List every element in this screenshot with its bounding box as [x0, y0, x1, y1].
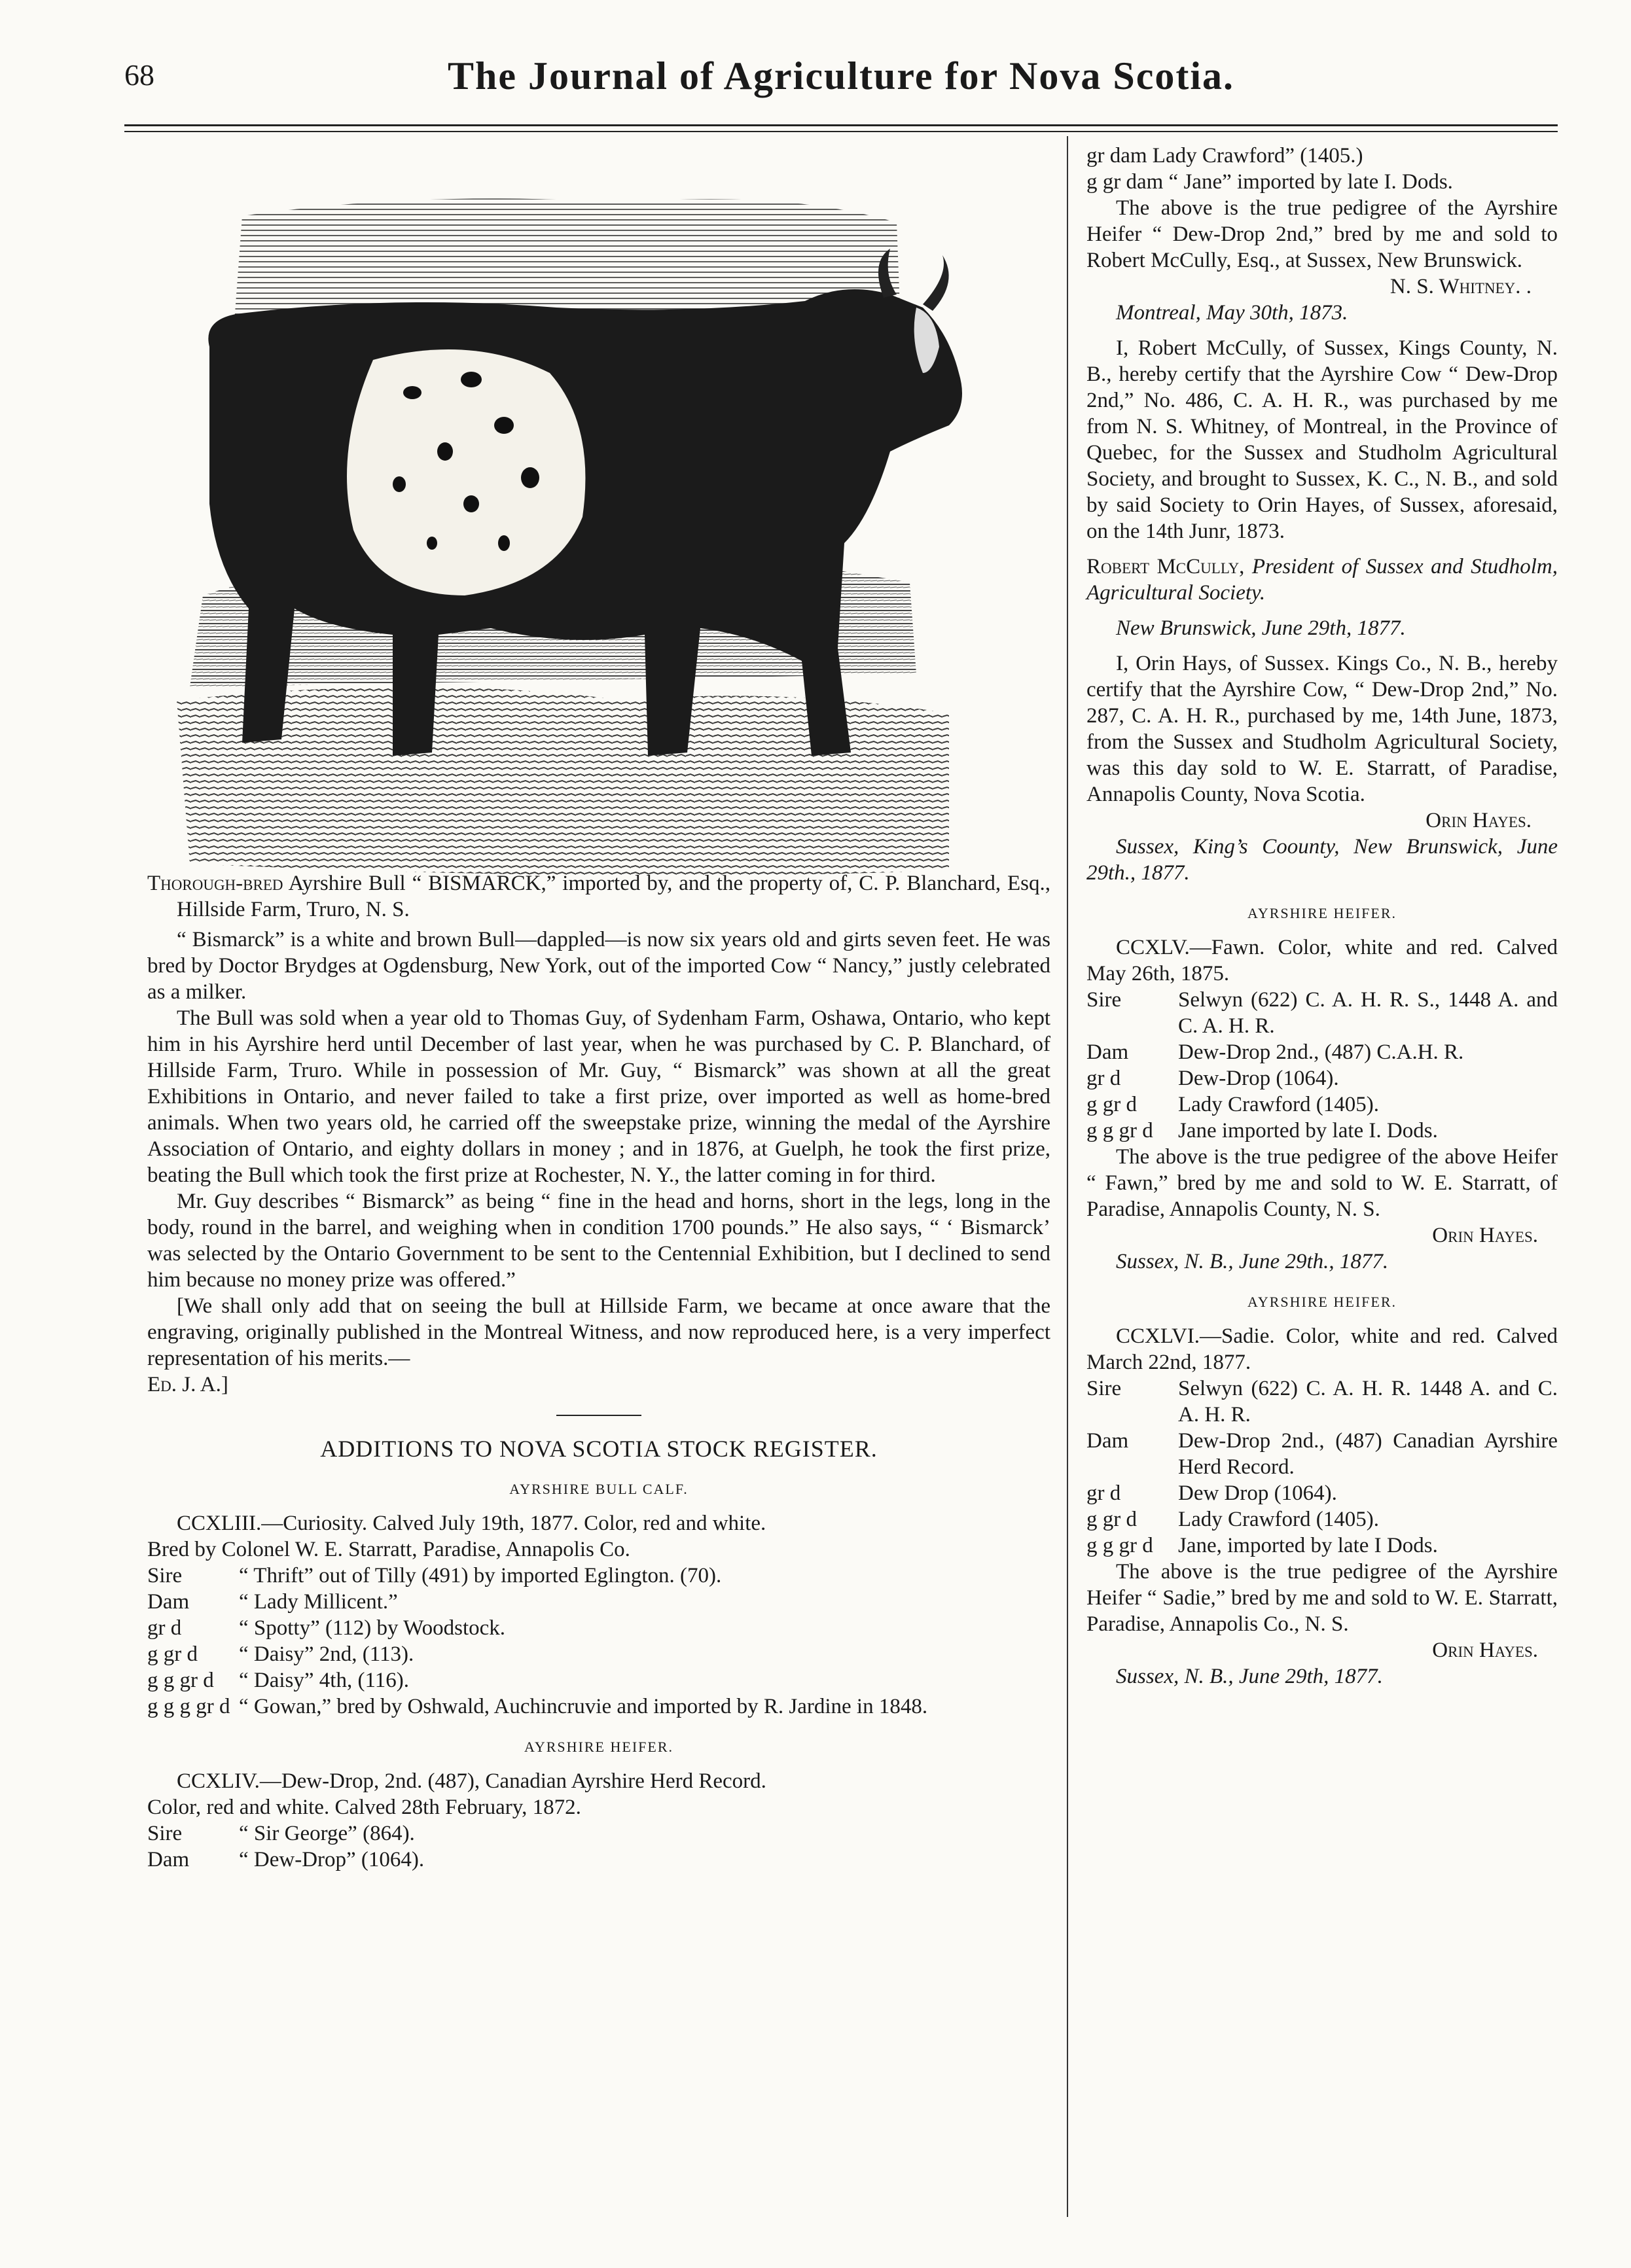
pedigree-key: Sire: [147, 1564, 183, 1587]
signature: Orin Hayes.: [1425, 809, 1532, 832]
figure-caption: [147, 870, 1050, 923]
certificate: The above is the true pedigree of the Ayrshire Heifer “ Dew-Drop 2nd,” bred by me and sold to Robert McCully, Esq., at Sussex, New Brunswick.: [1086, 196, 1558, 272]
page-number: 68: [124, 58, 154, 92]
header-rule-thin: [124, 131, 1558, 132]
signature: Orin Hayes.: [1432, 1639, 1538, 1662]
editor-signature: Ed. J. A.]: [147, 1373, 228, 1396]
pedigree-row: [147, 1820, 1050, 1847]
column-divider: [1067, 136, 1068, 2217]
pedigree-value: Jane, imported by late I Dods.: [1178, 1534, 1438, 1557]
certificate: I, Orin Hays, of Sussex. Kings Co., N. B., hereby certify that the Ayrshire Cow, “ Dew-Drop 2nd,” No. 287, C. A. H. R., purchased by me, 14th June, 1873, from the Sussex and Studholm Agricultural Society, was this day sold to W. E. Starratt, of Paradise, Annapolis County, Nova Scotia.: [1086, 652, 1558, 806]
entry-line: CCXLV.—Fawn. Color, white and red. Calved May 26th, 1875.: [1086, 936, 1558, 985]
place-date: Sussex, N. B., June 29th, 1877.: [1116, 1665, 1383, 1688]
pedigree-value: “ Lady Millicent.”: [239, 1590, 398, 1614]
pedigree-value: Dew-Drop 2nd., (487) C.A.H. R.: [1178, 1040, 1464, 1064]
pedigree-value: “ Daisy” 4th, (116).: [239, 1669, 409, 1692]
page-header: [124, 54, 1558, 103]
pedigree-value: “ Gowan,” bred by Oshwald, Auchincruvie and imported by R. Jardine in 1848.: [239, 1695, 928, 1718]
bull-engraving: [164, 177, 1054, 883]
signature: Orin Hayes.: [1432, 1224, 1538, 1247]
paragraph: “ Bismarck” is a white and brown Bull—dappled—is now six years old and girts seven feet. He was bred by Doctor Brydges at Ogdensburg, New York, out of the imported Cow “ Nancy,” justly celebrated as a milker.: [147, 928, 1050, 1004]
spacer: [1086, 326, 1558, 335]
pedigree-row: [147, 1615, 1050, 1641]
pedigree-key: Sire: [1086, 988, 1122, 1012]
pedigree-row: [1086, 1533, 1558, 1559]
pedigree-key: g gr d: [1086, 1093, 1137, 1116]
place-date: New Brunswick, June 29th, 1877.: [1116, 616, 1406, 640]
right-column: [1086, 143, 1558, 1690]
pedigree-key: g g gr d: [1086, 1119, 1153, 1143]
spacer: [1086, 606, 1558, 615]
pedigree-value: “ Dew-Drop” (1064).: [239, 1848, 425, 1871]
entry-subhead: AYRSHIRE HEIFER.: [524, 1739, 673, 1755]
pedigree-value: “ Sir George” (864).: [239, 1822, 415, 1845]
section-rule: [556, 1415, 641, 1416]
continued-line: g gr dam “ Jane” imported by late I. Dods.: [1086, 170, 1453, 194]
certificate: The above is the true pedigree of the Ayrshire Heifer “ Sadie,” bred by me and sold to W. E. Starratt, Paradise, Annapolis Co., N. S.: [1086, 1560, 1558, 1636]
left-column: [147, 870, 1050, 1873]
pedigree-key: g g g gr d: [147, 1695, 230, 1718]
pedigree-key: Dam: [147, 1848, 190, 1871]
header-rule: [124, 124, 1558, 126]
signature-block: [1086, 554, 1558, 606]
pedigree-row: [1086, 1428, 1558, 1480]
pedigree-key: Sire: [1086, 1377, 1122, 1400]
pedigree-row: [147, 1563, 1050, 1589]
pedigree-row: [147, 1667, 1050, 1693]
masthead: The Journal of Agriculture for Nova Scotia.: [447, 54, 1235, 97]
section-title: ADDITIONS TO NOVA SCOTIA STOCK REGISTER.: [320, 1436, 878, 1462]
pedigree-row: [147, 1693, 1050, 1720]
pedigree-value: Dew-Drop (1064).: [1178, 1067, 1339, 1090]
pedigree-row: [1086, 1118, 1558, 1144]
pedigree-value: “ Spotty” (112) by Woodstock.: [239, 1616, 506, 1640]
pedigree-key: g gr d: [1086, 1508, 1137, 1531]
pedigree-row: [147, 1641, 1050, 1667]
entry-line: CCXLVI.—Sadie. Color, white and red. Calved March 22nd, 1877.: [1086, 1324, 1558, 1374]
continued-line: gr dam Lady Crawford” (1405.): [1086, 144, 1363, 168]
bull-horn-right: [923, 255, 949, 311]
spacer: [1086, 544, 1558, 554]
pedigree-row: [1086, 1506, 1558, 1533]
place-date: Sussex, N. B., June 29th., 1877.: [1116, 1250, 1389, 1273]
pedigree-value: Lady Crawford (1405).: [1178, 1093, 1379, 1116]
pedigree-value: Dew-Drop 2nd., (487) Canadian Ayrshire Herd Record.: [1178, 1429, 1558, 1479]
pedigree-value: Dew Drop (1064).: [1178, 1481, 1337, 1505]
pedigree-row: [1086, 1480, 1558, 1506]
signature-title: President of Sussex and Studholm, Agricultural Society.: [1086, 555, 1558, 605]
pedigree-row: [1086, 1039, 1558, 1065]
pedigree-row: [1086, 1375, 1558, 1428]
pedigree-row: [1086, 1065, 1558, 1091]
pedigree-key: g g gr d: [1086, 1534, 1153, 1557]
pedigree-value: Selwyn (622) C. A. H. R. S., 1448 A. and C. A. H. R.: [1178, 988, 1558, 1038]
entry-line: Bred by Colonel W. E. Starratt, Paradise, Annapolis Co.: [147, 1538, 630, 1561]
paragraph: [We shall only add that on seeing the bull at Hillside Farm, we became at once aware that the engraving, originally published in the Montreal Witness, and now reproduced here, is a very imperfect representation of his merits.—: [147, 1294, 1050, 1370]
caption-lead: Thorough-bred: [147, 872, 283, 895]
pedigree-row: [147, 1847, 1050, 1873]
caption-text: Ayrshire Bull “ BISMARCK,” imported by, and the property of, C. P. Blanchard, Esq., Hillside Farm, Truro, N. S.: [177, 872, 1050, 921]
pedigree-key: Sire: [147, 1822, 183, 1845]
pedigree-key: gr d: [147, 1616, 182, 1640]
pedigree-value: Jane imported by late I. Dods.: [1178, 1119, 1438, 1143]
certificate: I, Robert McCully, of Sussex, Kings County, N. B., hereby certify that the Ayrshire Cow “ Dew-Drop 2nd,” No. 486, C. A. H. R., was purchased by me from N. S. Whitney, of Montreal, in the Province of Quebec, for the Sussex and Studholm Agricultural Society, and brought to Sussex, K. C., N. B., and sold by said Society to Orin Hayes, of Sussex, aforesaid, on the 14th Junr, 1873.: [1086, 336, 1558, 543]
entry-subhead: AYRSHIRE HEIFER.: [1247, 1294, 1397, 1310]
place-date: Montreal, May 30th, 1873.: [1116, 301, 1348, 325]
pedigree-value: “ Thrift” out of Tilly (491) by imported Eglington. (70).: [239, 1564, 722, 1587]
pedigree-row: [147, 1589, 1050, 1615]
entry-line: CCXLIII.—Curiosity. Calved July 19th, 1877. Color, red and white.: [177, 1512, 766, 1535]
pedigree-key: gr d: [1086, 1481, 1121, 1505]
paragraph: The Bull was sold when a year old to Thomas Guy, of Sydenham Farm, Oshawa, Ontario, who kept him in his Ayrshire herd until December of last year, when he was purchased by C. P. Blanchard, of Hillside Farm, Truro. While in possession of Mr. Guy, “ Bismarck” was shown at all the great Exhibitions in Ontario, and never failed to take a first prize, over imported as well as home-bred animals. When two years old, he carried off the sweepstake prize, winning the medal of the Ayrshire Association of Ontario, and eighty dollars in money ; and in 1876, at Guelph, he took the first prize, beating the Bull which took the first prize at Rochester, N. Y., the latter coming in for third.: [147, 1006, 1050, 1187]
pedigree-row: [1086, 1091, 1558, 1118]
bull-body: [208, 289, 962, 756]
entry-line: Color, red and white. Calved 28th February, 1872.: [147, 1796, 581, 1819]
pedigree-key: Dam: [147, 1590, 190, 1614]
signature-name: Robert McCully,: [1086, 555, 1245, 578]
pedigree-key: g gr d: [147, 1642, 198, 1666]
place-date: Sussex, King’s Coounty, New Brunswick, June 29th., 1877.: [1086, 835, 1558, 885]
pedigree-value: Lady Crawford (1405).: [1178, 1508, 1379, 1531]
spacer: [1086, 641, 1558, 650]
pedigree-key: gr d: [1086, 1067, 1121, 1090]
pedigree-value: “ Daisy” 2nd, (113).: [239, 1642, 414, 1666]
entry-line: CCXLIV.—Dew-Drop, 2nd. (487), Canadian Ayrshire Herd Record.: [177, 1769, 766, 1793]
pedigree-key: Dam: [1086, 1429, 1129, 1453]
certificate: The above is the true pedigree of the above Heifer “ Fawn,” bred by me and sold to W. E. Starratt, of Paradise, Annapolis County, N. S.: [1086, 1145, 1558, 1221]
paragraph: Mr. Guy describes “ Bismarck” as being “ fine in the head and horns, short in the legs, long in the body, round in the barrel, and weighing when in condition 1700 pounds.” He also says, “ ‘ Bismarck’ was selected by the Ontario Government to be sent to the Centennial Exhibition, but I declined to send him because no money prize was offered.”: [147, 1190, 1050, 1292]
pedigree-value: Selwyn (622) C. A. H. R. 1448 A. and C. A. H. R.: [1178, 1377, 1558, 1426]
pedigree-row: [1086, 987, 1558, 1039]
entry-subhead: AYRSHIRE BULL CALF.: [509, 1481, 689, 1497]
pedigree-key: Dam: [1086, 1040, 1129, 1064]
entry-subhead: AYRSHIRE HEIFER.: [1247, 905, 1397, 921]
signature: N. S. Whitney. .: [1389, 275, 1532, 298]
pedigree-key: g g gr d: [147, 1669, 214, 1692]
